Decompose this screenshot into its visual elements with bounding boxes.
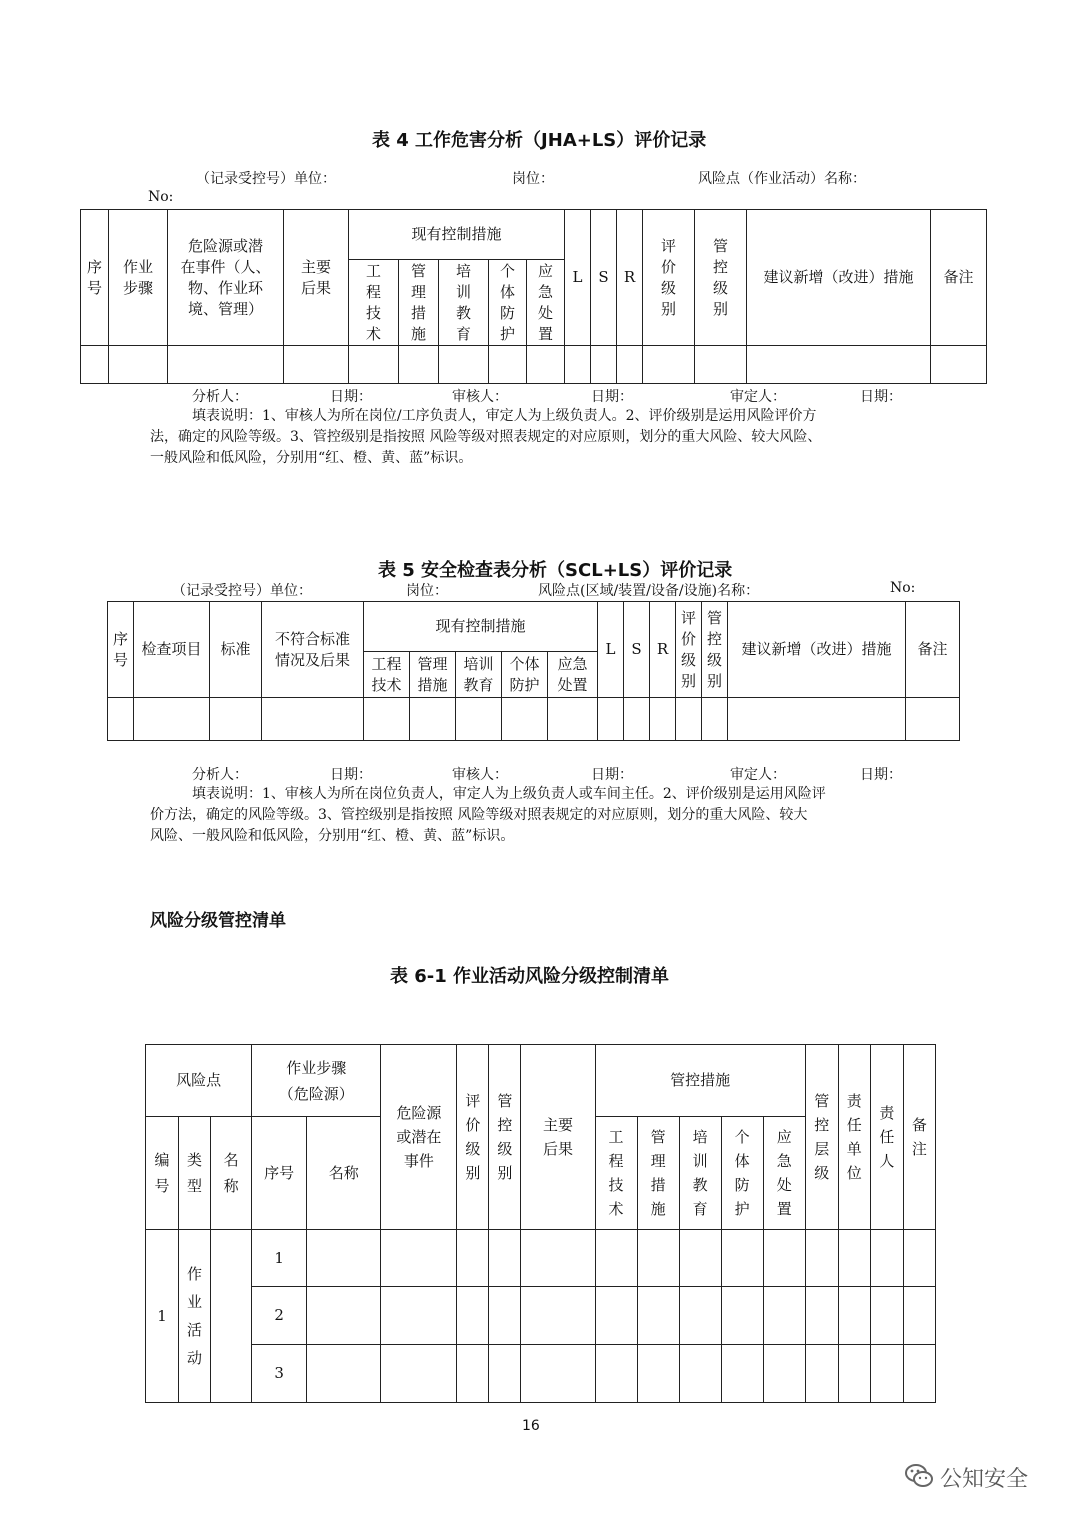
t4-h-seq: 序 号 [81,210,109,346]
t5-meta-no: No: [890,580,916,596]
t4-sig-date2: 日期： [591,389,633,405]
t5-sig-date3: 日期： [860,767,902,783]
t5-h-L: L [598,602,624,698]
t4-h-emerg: 应 急 处 置 [527,260,565,346]
t4-sig-date3: 日期： [860,389,902,405]
t5-h-std: 标准 [210,602,262,698]
watermark-text: 公知安全 [940,1467,1029,1492]
table5-title: 表 5 安全检查表分析（SCL+LS）评价记录 [378,560,733,581]
t4-h-ctrl-level: 管 控 级 别 [695,210,747,346]
t5-h-suggest: 建议新增（改进）措施 [728,602,906,698]
table-row [81,346,987,384]
table-row [146,1230,936,1287]
t6-h-stepname: 名称 [307,1117,381,1230]
t6-row-type: 作 业 活 动 [179,1230,211,1403]
t6-h-remark: 备 注 [903,1045,935,1230]
table6 [145,1044,936,1403]
table5 [107,601,960,741]
page-number: 16 [522,1418,540,1434]
t4-h-suggest: 建议新增（改进）措施 [747,210,931,346]
t5-h-item: 检查项目 [134,602,210,698]
t4-sig-reviewer: 审核人： [452,389,508,405]
t6-h-name: 名 称 [211,1117,252,1230]
t4-sig-analyst: 分析人： [192,389,248,405]
t5-meta-unit: （记录受控号）单位： [172,583,312,599]
table6-title: 表 6-1 作业活动风险分级控制清单 [390,966,670,987]
t6-h-hazard: 危险源 或潜在 事件 [381,1045,457,1230]
t6-h-ppe: 个 体 防 护 [721,1117,763,1230]
t6-row-seq-2: 2 [252,1287,307,1345]
t4-h-step: 作业 步骤 [109,210,168,346]
t4-h-S: S [591,210,617,346]
t5-h-seq: 序 号 [108,602,134,698]
t4-h-L: L [565,210,591,346]
t5-h-eval: 评 价 级 别 [676,602,702,698]
t5-sig-analyst: 分析人： [192,767,248,783]
t4-meta-unit: （记录受控号）单位： [196,171,336,187]
table-row [146,1287,936,1345]
t5-h-R: R [650,602,676,698]
t5-sig-date1: 日期： [330,767,372,783]
t4-h-ppe: 个 体 防 护 [489,260,527,346]
t4-meta-post: 岗位： [512,171,554,187]
t5-h-emerg: 应急 处置 [548,652,598,698]
t5-h-ppe: 个体 防护 [502,652,548,698]
wechat-icon [904,1462,934,1490]
t5-sig-date2: 日期： [591,767,633,783]
t6-h-eng: 工 程 技 术 [595,1117,637,1230]
t5-sig-reviewer: 审核人： [452,767,508,783]
t4-h-mgmt: 管 理 措 施 [399,260,439,346]
table4-title: 表 4 工作危害分析（JHA+LS）评价记录 [372,130,707,151]
t5-meta-post: 岗位： [406,583,448,599]
t5-h-ctrl: 现有控制措施 [364,602,598,652]
t6-h-step: 作业步骤 （危险源） [252,1045,381,1117]
table4 [80,209,987,384]
section-heading: 风险分级管控清单 [150,911,286,931]
t5-notes: 填表说明：1、审核人为所在岗位负责人，审定人为上级负责人或车间主任。2、评价级别是运用风险评 价方法，确定的风险等级。3、管控级别是指按照 风险等级对照表规定的对应原则，划分的重大风险、较大 风险、一般风险和低风险，分别用“红、橙、黄、蓝”标识。 [150,786,826,844]
t5-h-mgmt: 管理 措施 [410,652,456,698]
t5-h-nonconf: 不符合标准 情况及后果 [262,602,364,698]
t4-meta-no: No: [148,189,174,205]
t6-h-eval: 评 价 级 别 [457,1045,489,1230]
t4-h-eng: 工 程 技 术 [349,260,399,346]
t5-h-remark: 备注 [906,602,960,698]
t6-h-person: 责 任 人 [870,1045,903,1230]
t4-meta-risk: 风险点（作业活动）名称： [698,171,866,187]
t6-row-seq-3: 3 [252,1345,307,1403]
t4-h-hazard: 危险源或潜 在事件（人、 物、作业环 境、管理） [168,210,284,346]
table-row [146,1345,936,1403]
t6-h-type: 类 型 [179,1117,211,1230]
t6-h-emerg: 应 急 处 置 [763,1117,805,1230]
t6-h-seq: 序号 [252,1117,307,1230]
t4-sig-approver: 审定人： [730,389,786,405]
t5-h-train: 培训 教育 [456,652,502,698]
t6-h-dept: 责 任 单 位 [838,1045,870,1230]
t6-h-train: 培 训 教 育 [679,1117,721,1230]
t6-h-conseq: 主要 后果 [521,1045,595,1230]
table-row [108,698,960,741]
t6-row-seq-1: 1 [252,1230,307,1287]
t6-h-tier: 管 控 层 级 [805,1045,838,1230]
t6-h-measures: 管控措施 [595,1045,805,1117]
t4-h-ctrl: 现有控制措施 [349,210,565,260]
t6-h-no: 编 号 [146,1117,179,1230]
t6-row-no: 1 [146,1230,179,1403]
t4-h-R: R [617,210,643,346]
t4-h-train: 培 训 教 育 [439,260,489,346]
t4-h-remark: 备注 [931,210,987,346]
t5-h-eng: 工程 技术 [364,652,410,698]
t4-h-conseq: 主要 后果 [284,210,349,346]
t4-notes: 填表说明：1、审核人为所在岗位/工序负责人，审定人为上级负责人。2、评价级别是运用风险评价方 法，确定的风险等级。3、管控级别是指按照 风险等级对照表规定的对应原则，划分的重大风险、较大风险、 一般风险和低风险，分别用“红、橙、黄、蓝”标识。 [150,408,822,466]
t5-meta-risk: 风险点(区域/装置/设备/设施)名称： [538,583,760,599]
t5-sig-approver: 审定人： [730,767,786,783]
t4-sig-date1: 日期： [330,389,372,405]
t6-h-riskpoint: 风险点 [146,1045,252,1117]
t6-h-mgmt: 管 理 措 施 [637,1117,679,1230]
t4-h-eval: 评 价 级 别 [643,210,695,346]
t6-h-ctrl-level: 管 控 级 别 [489,1045,521,1230]
t5-h-ctrl-level: 管 控 级 别 [702,602,728,698]
t5-h-S: S [624,602,650,698]
